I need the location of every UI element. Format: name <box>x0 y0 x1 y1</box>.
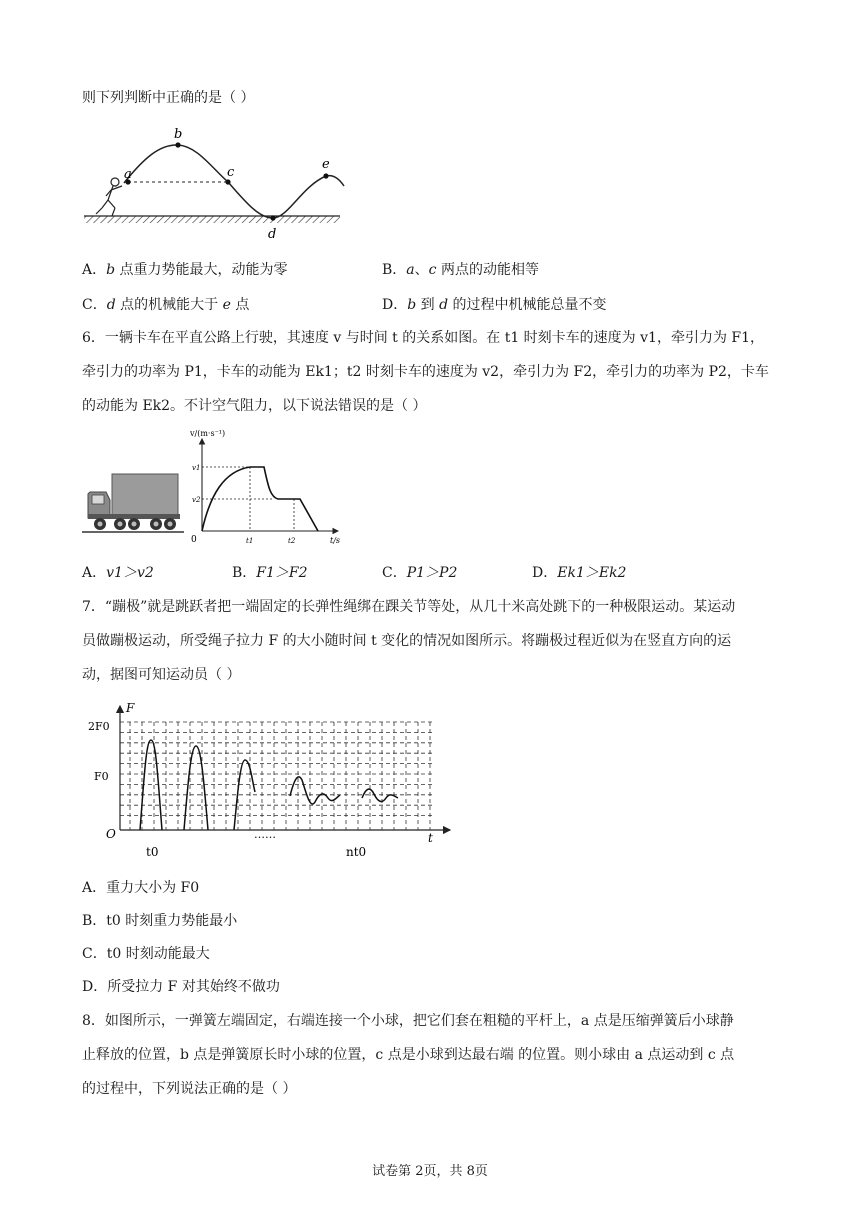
label-b: b <box>174 128 183 142</box>
q5-option-b[interactable]: B．a、c 两点的动能相等 <box>382 262 539 278</box>
q6-vt-graph <box>188 425 348 547</box>
q5-option-c[interactable]: C．d 点的机械能大于 e 点 <box>82 297 250 313</box>
q7-option-a[interactable]: A．重力大小为 F0 <box>82 880 200 896</box>
q7-stem-line2: 员做蹦极运动，所受绳子拉力 F 的大小随时间 t 变化的情况如图所示。将蹦极过程近似为在竖直方向的运 <box>82 633 732 649</box>
q6-t2-tick: t2 <box>288 537 296 545</box>
q7-ylabel: F <box>126 701 135 715</box>
q7-option-c[interactable]: C．t0 时刻动能最大 <box>82 946 210 962</box>
q5-trajectory-figure <box>82 128 352 248</box>
q6-origin: 0 <box>191 535 197 545</box>
q7-t0-tick: t0 <box>146 845 159 859</box>
q5-stem: 则下列判断中正确的是（ ） <box>82 90 255 106</box>
q6-stem-line1: 6．一辆卡车在平直公路上行驶，其速度 v 与时间 t 的关系如图。在 t1 时刻卡车的速度为 v1，牵引力为 F1， <box>82 330 765 346</box>
q7-f0-tick: F0 <box>94 770 109 783</box>
q6-stem-line2: 牵引力的功率为 P1，卡车的动能为 Ek1；t2 时刻卡车的速度为 v2，牵引力为 F2，牵引力的功率为 P2，卡车 <box>82 364 769 380</box>
q6-stem-line3: 的动能为 Ek2。不计空气阻力，以下说法错误的是（ ） <box>82 398 427 414</box>
q6-t1-tick: t1 <box>246 537 254 545</box>
q5-option-a[interactable]: A．b 点重力势能最大，动能为零 <box>82 262 288 278</box>
q6-xlabel: t/s <box>330 536 341 545</box>
page-footer: 试卷第 2页，共 8页 <box>372 1164 488 1179</box>
q7-option-b[interactable]: B．t0 时刻重力势能最小 <box>82 913 238 929</box>
q8-stem-line2: 止释放的位置，b 点是弹簧原长时小球的位置，c 点是小球到达最右端 的位置。则小球由 a 点运动到 c 点 <box>82 1047 735 1063</box>
q6-option-b[interactable]: B．F1＞F2 <box>232 565 308 581</box>
q6-ylabel: v/(m·s⁻¹) <box>190 429 226 438</box>
q6-option-a[interactable]: A．v1＞v2 <box>82 565 154 581</box>
q8-stem-line1: 8．如图所示，一弹簧左端固定，右端连接一个小球，把它们套在粗糙的平杆上，a 点是压缩弹簧后小球静 <box>82 1013 734 1029</box>
q7-xlabel: t <box>428 831 433 845</box>
thrower-figure <box>96 178 122 216</box>
q5-option-d[interactable]: D．b 到 d 的过程中机械能总量不变 <box>382 297 607 313</box>
q7-nt0-tick: nt0 <box>346 845 367 859</box>
label-c: c <box>227 165 235 180</box>
q7-ellipsis: …… <box>254 828 276 841</box>
q7-ft-graph <box>84 700 464 860</box>
label-d: d <box>268 227 277 242</box>
label-e: e <box>322 157 330 172</box>
q6-truck-figure <box>82 470 184 536</box>
q7-stem-line1: 7．“蹦极”就是跳跃者把一端固定的长弹性绳绑在踝关节等处，从几十米高处跳下的一种极限运动。某运动 <box>82 599 736 615</box>
q6-v2-tick: v2 <box>192 496 201 504</box>
q7-option-d[interactable]: D．所受拉力 F 对其始终不做功 <box>82 979 280 995</box>
q7-origin: O <box>106 827 116 841</box>
q8-stem-line3: 的过程中，下列说法正确的是（ ） <box>82 1081 297 1097</box>
label-a: a <box>124 167 132 182</box>
q6-v1-tick: v1 <box>192 464 201 472</box>
q7-stem-line3: 动，据图可知运动员（ ） <box>82 667 241 683</box>
q6-option-d[interactable]: D．Ek1＞Ek2 <box>532 565 627 581</box>
q7-2f0-tick: 2F0 <box>88 720 110 733</box>
q6-option-c[interactable]: C．P1＞P2 <box>382 565 458 581</box>
